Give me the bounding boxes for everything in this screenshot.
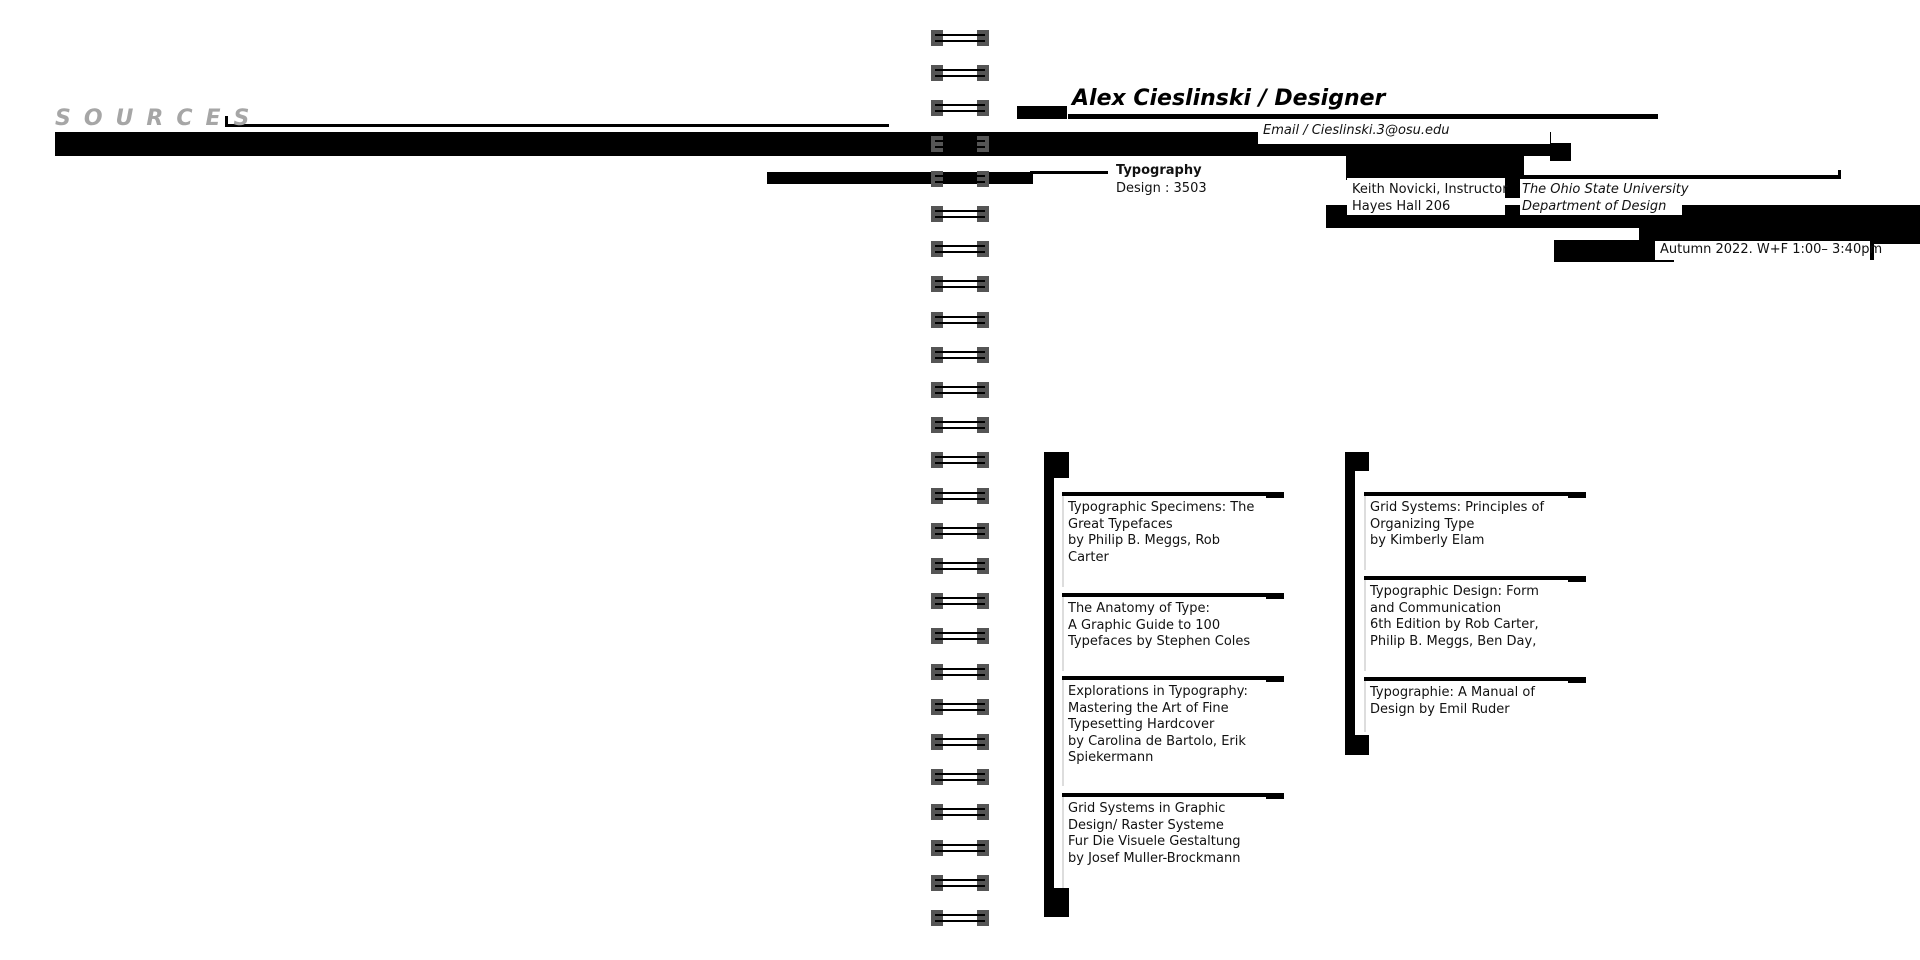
ring-right-clip [977,558,989,574]
source-line: Spiekermann [1068,750,1154,765]
ring-wire [935,738,985,740]
ring-right-clip [977,840,989,856]
ring-wire [935,850,985,852]
sources-heading: SOURCES [55,106,263,131]
course-bar-left [767,172,1033,184]
instructor-info [1352,181,1508,215]
ring-wire [935,814,985,816]
source-frame-cap [1568,576,1586,582]
ring-left-clip [931,100,943,116]
course-term: Autumn 2022. W+F 1:00– 3:40pm [1660,242,1883,257]
ring-wire [935,879,985,881]
ring-wire [935,703,985,705]
source-frame-side [1062,593,1064,671]
ring-wire [935,668,985,670]
source-line: Grid Systems in Graphic [1068,801,1226,816]
ring-right-clip [977,276,989,292]
binding-ring [931,558,989,574]
ring-wire [935,773,985,775]
ring-wire [935,181,985,183]
ring-right-clip [977,804,989,820]
ring-wire [935,920,985,922]
source-entry [1370,685,1535,718]
ring-right-clip [977,347,989,363]
ring-wire [935,421,985,423]
source-line: Typographie: A Manual of [1370,685,1535,700]
ring-right-clip [977,417,989,433]
source-frame-top [1062,676,1284,680]
ring-wire [935,427,985,429]
ring-wire [935,808,985,810]
ring-wire [935,351,985,353]
ring-wire [935,110,985,112]
source-frame-side [1364,492,1366,570]
ring-left-clip [931,804,943,820]
binding-ring [931,593,989,609]
binding-ring [931,276,989,292]
source-entry [1370,500,1544,550]
binding-ring [931,875,989,891]
ring-right-clip [977,734,989,750]
source-entry [1068,601,1250,651]
ring-wire [935,175,985,177]
ring-left-clip [931,206,943,222]
ring-wire [935,357,985,359]
source-entry [1370,584,1539,650]
source-line: Grid Systems: Principles of [1370,500,1545,515]
left-column-bracket [1044,452,1054,917]
ring-wire [935,386,985,388]
ring-wire [935,392,985,394]
binding-ring [931,382,989,398]
source-line: Explorations in Typography: [1068,684,1248,699]
binding-ring [931,171,989,187]
source-frame-cap [1266,793,1284,799]
ring-left-clip [931,628,943,644]
ring-wire [935,638,985,640]
instructor-name: Keith Novicki, Instructor [1352,182,1508,197]
source-frame-top [1364,677,1586,681]
ring-left-clip [931,875,943,891]
binding-ring [931,452,989,468]
ring-wire [935,498,985,500]
binding-ring [931,734,989,750]
name-underline [1068,114,1658,119]
ring-left-clip [931,276,943,292]
designer-email: Email / Cieslinski.3@osu.edu [1263,123,1450,138]
source-line: Organizing Type [1370,516,1475,532]
source-frame-cap [1568,492,1586,498]
ring-wire [935,914,985,916]
ring-left-clip [931,840,943,856]
source-line: by Josef Muller-Brockmann [1068,850,1241,866]
ring-right-clip [977,593,989,609]
source-frame-top [1364,576,1586,580]
ring-wire [935,709,985,711]
ring-left-clip [931,488,943,504]
ring-wire [935,779,985,781]
source-line: Typesetting Hardcover [1068,717,1215,732]
ring-wire [935,597,985,599]
source-frame-top [1364,492,1586,496]
source-line: Typographic Design: Form [1370,584,1539,599]
spiral-binding [931,30,989,930]
binding-ring [931,241,989,257]
ring-right-clip [977,136,989,152]
binding-ring [931,417,989,433]
source-frame-side [1364,576,1366,671]
ring-right-clip [977,30,989,46]
source-line: 6th Edition by Rob Carter, [1370,617,1539,632]
binding-ring [931,910,989,926]
binding-ring [931,312,989,328]
binding-ring [931,100,989,116]
ring-left-clip [931,382,943,398]
ring-wire [935,210,985,212]
right-column-bracket [1345,452,1355,755]
source-frame-cap [1266,593,1284,599]
ring-left-clip [931,452,943,468]
ring-wire [935,527,985,529]
ring-left-clip [931,558,943,574]
ring-wire [935,533,985,535]
source-line: Typographic Specimens: The [1068,500,1255,515]
ring-right-clip [977,875,989,891]
ring-wire [935,603,985,605]
ring-wire [935,40,985,42]
ring-left-clip [931,65,943,81]
ring-right-clip [977,206,989,222]
ring-wire [935,316,985,318]
univ-top-cap [1838,170,1841,179]
ring-right-clip [977,628,989,644]
source-line: The Anatomy of Type: [1068,601,1210,616]
course-bar-line [1030,171,1110,174]
binding-ring [931,65,989,81]
ring-right-clip [977,452,989,468]
ring-wire [935,140,985,142]
source-entry [1068,500,1254,566]
ring-wire [935,146,985,148]
source-frame-side [1062,793,1064,888]
ring-right-clip [977,382,989,398]
source-frame-side [1364,677,1366,732]
ring-wire [935,34,985,36]
instructor-block [1346,155,1524,180]
ring-left-clip [931,417,943,433]
binding-ring [931,840,989,856]
binding-ring [931,136,989,152]
source-frame-top [1062,492,1284,496]
ring-wire [935,280,985,282]
ring-left-clip [931,910,943,926]
course-title: Typography [1116,163,1202,178]
source-line: by Carolina de Bartolo, Erik [1068,733,1246,749]
source-frame-side [1062,676,1064,786]
department-name: Department of Design [1522,199,1667,214]
ring-left-clip [931,312,943,328]
ring-right-clip [977,100,989,116]
source-line: Carter [1068,549,1109,565]
ring-right-clip [977,664,989,680]
ring-right-clip [977,241,989,257]
sources-underline [227,124,889,127]
ring-wire [935,104,985,106]
ring-left-clip [931,347,943,363]
source-line: and Communication [1370,600,1502,616]
ring-wire [935,844,985,846]
ring-left-clip [931,769,943,785]
ring-wire [935,885,985,887]
ring-right-clip [977,65,989,81]
course-code: Design : 3503 [1116,181,1207,196]
name-left-block [1017,106,1067,119]
right-column-bracket-top [1345,452,1369,471]
designer-name: Alex Cieslinski / Designer [1072,86,1386,111]
ring-wire [935,456,985,458]
ring-right-clip [977,910,989,926]
source-frame-cap [1266,492,1284,498]
ring-right-clip [977,488,989,504]
binding-ring [931,664,989,680]
ring-right-clip [977,523,989,539]
source-line: Design by Emil Ruder [1370,701,1510,717]
right-column-bracket-bottom [1345,735,1369,755]
binding-ring [931,769,989,785]
binding-ring [931,347,989,363]
source-line: Design/ Raster Systeme [1068,817,1224,833]
ring-wire [935,322,985,324]
instructor-room: Hayes Hall 206 [1352,199,1451,214]
binding-ring [931,30,989,46]
ring-wire [935,286,985,288]
ring-left-clip [931,699,943,715]
binding-ring [931,488,989,504]
ring-wire [935,744,985,746]
source-frame-cap [1568,677,1586,683]
ring-wire [935,568,985,570]
university-name: The Ohio State University [1522,182,1689,197]
source-line: A Graphic Guide to 100 [1068,617,1221,633]
ring-wire [935,632,985,634]
left-column-bracket-top [1044,452,1069,478]
ring-wire [935,69,985,71]
binding-ring [931,804,989,820]
source-line: Great Typefaces [1068,516,1173,532]
band-extension [1550,143,1571,161]
source-line: by Kimberly Elam [1370,533,1485,548]
university-info [1522,181,1689,215]
ring-wire [935,251,985,253]
ring-left-clip [931,593,943,609]
source-line: Philip B. Meggs, Ben Day, [1370,633,1537,649]
source-line: by Philip B. Meggs, Rob [1068,533,1220,548]
ring-wire [935,562,985,564]
ring-wire [935,674,985,676]
binding-ring [931,699,989,715]
ring-wire [935,75,985,77]
ring-left-clip [931,171,943,187]
ring-right-clip [977,171,989,187]
source-frame-top [1062,593,1284,597]
binding-ring [931,628,989,644]
left-column-bracket-bottom [1044,888,1069,917]
ring-wire [935,245,985,247]
source-frame-side [1062,492,1064,587]
ring-right-clip [977,769,989,785]
ring-wire [935,462,985,464]
ring-left-clip [931,734,943,750]
source-line: Typefaces by Stephen Coles [1068,634,1251,649]
ring-right-clip [977,699,989,715]
source-line: Fur Die Visuele Gestaltung [1068,834,1241,849]
source-entry [1068,801,1241,867]
ring-left-clip [931,241,943,257]
source-frame-top [1062,793,1284,797]
binding-ring [931,523,989,539]
ring-left-clip [931,523,943,539]
ring-left-clip [931,664,943,680]
ring-wire [935,216,985,218]
source-line: Mastering the Art of Fine [1068,700,1229,716]
source-entry [1068,684,1248,767]
ring-right-clip [977,312,989,328]
source-frame-cap [1266,676,1284,682]
ring-left-clip [931,136,943,152]
ring-left-clip [931,30,943,46]
ring-wire [935,492,985,494]
binding-ring [931,206,989,222]
